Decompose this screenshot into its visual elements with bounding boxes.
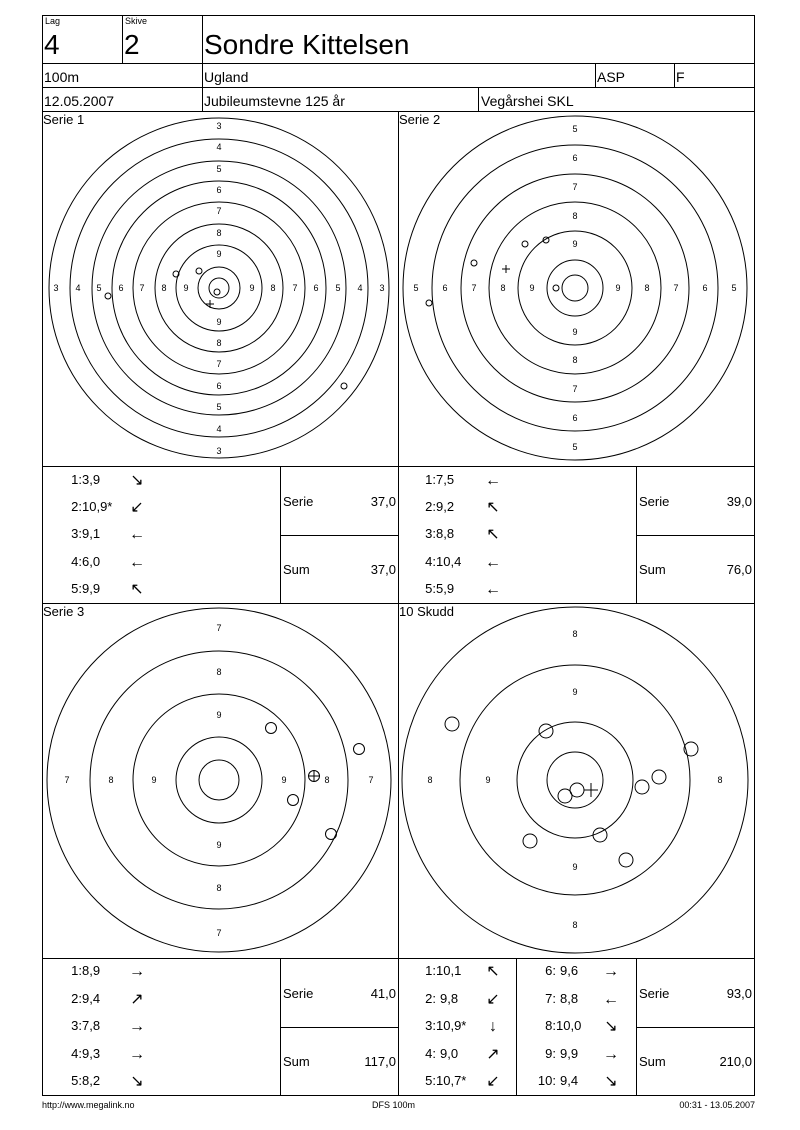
lbl-b3: 6 — [216, 381, 222, 391]
ring-10 — [176, 737, 262, 823]
lbl-r4: 5 — [731, 283, 737, 293]
res2-hline — [636, 535, 755, 536]
lbl-t5: 8 — [216, 228, 222, 238]
lbl-l4: 7 — [139, 283, 145, 293]
ring-8 — [155, 224, 283, 352]
shot-hole — [635, 780, 649, 794]
sum-value: 117,0 — [364, 1054, 396, 1069]
shot-hole — [354, 744, 365, 755]
event: Jubileumstevne 125 år — [204, 93, 345, 109]
lbl-b2: 7 — [216, 928, 222, 938]
lbl-b0: 9 — [572, 862, 578, 872]
lbl-t3: 6 — [216, 185, 222, 195]
serie-value: 41,0 — [370, 986, 396, 1001]
lbl-b2: 7 — [216, 359, 222, 369]
shot-arrow: ↙ — [130, 499, 144, 516]
shot-hole — [652, 770, 666, 784]
class: ASP — [597, 69, 626, 85]
lbl-l1: 4 — [75, 283, 81, 293]
shot-arrow: → — [129, 963, 145, 980]
lbl-r0: 9 — [281, 775, 287, 785]
lbl-t1: 8 — [216, 667, 222, 677]
shot-arrow: ← — [603, 991, 619, 1008]
sum-value: 76,0 — [726, 562, 752, 577]
shot-arrow: ↖ — [486, 499, 500, 516]
lbl-t1: 6 — [572, 153, 578, 163]
shot-row: 3:8,8 — [425, 526, 455, 541]
sum-label: Sum — [639, 562, 666, 577]
shot-hole — [523, 834, 537, 848]
header-vline-organizer — [478, 87, 479, 111]
shot-hole — [196, 268, 202, 274]
header-vline-asp — [595, 63, 596, 87]
ring-8 — [489, 202, 661, 374]
ring-9 — [460, 665, 690, 895]
center-cross — [502, 265, 510, 273]
lbl-b1: 8 — [572, 355, 578, 365]
ring-8 — [90, 651, 348, 909]
serie-label: Serie — [639, 494, 670, 509]
shot-arrow: ↗ — [130, 991, 144, 1008]
lbl-r4: 5 — [335, 283, 341, 293]
shot-row: 4:10,4 — [425, 554, 462, 569]
lbl-t4: 9 — [572, 239, 578, 249]
shot-arrow: ↓ — [489, 1018, 497, 1035]
footer-url[interactable]: http://www.megalink.no — [42, 1100, 135, 1110]
shot-arrow: ← — [485, 472, 501, 489]
shot-row: 4: 9,0 — [425, 1046, 459, 1061]
lbl-b6: 3 — [216, 446, 222, 456]
shot-row: 6: 9,6 — [545, 963, 579, 978]
lag-value: 4 — [44, 29, 60, 60]
lbl-t0: 8 — [572, 629, 578, 639]
center-cross — [584, 783, 598, 797]
lbl-l0: 7 — [64, 775, 70, 785]
shot-arrow: ← — [485, 554, 501, 571]
shot-hole — [471, 260, 477, 266]
lbl-t0: 5 — [572, 124, 578, 134]
shot-row: 3:10,9* — [425, 1018, 467, 1033]
shot-row: 8:10,0 — [545, 1018, 582, 1033]
lbl-t2: 9 — [216, 710, 222, 720]
shot-hole — [445, 717, 459, 731]
lbl-b0: 9 — [216, 317, 222, 327]
serie-value: 37,0 — [370, 494, 396, 509]
lbl-r0: 9 — [615, 283, 621, 293]
serie-label: Serie — [639, 986, 670, 1001]
ring-10 — [198, 267, 240, 309]
shot-arrow: → — [603, 1046, 619, 1063]
shot-arrow: ↙ — [486, 991, 500, 1008]
skive-value: 2 — [124, 29, 140, 60]
shot-arrow: ← — [485, 581, 501, 598]
shot-row: 2:9,2 — [425, 499, 455, 514]
serie-value: 93,0 — [726, 986, 752, 1001]
ring-5 — [403, 116, 747, 460]
lbl-r5: 4 — [357, 283, 363, 293]
sum-label: Sum — [283, 1054, 310, 1069]
shot-arrow: → — [129, 1046, 145, 1063]
shot-row: 10: 9,4 — [537, 1073, 579, 1088]
lbl-l1: 9 — [485, 775, 491, 785]
shot-row: 1:10,1 — [425, 963, 462, 978]
shot-hole — [266, 723, 277, 734]
organizer: Vegårshei SKL — [481, 93, 574, 109]
shot-row: 2:9,4 — [71, 991, 101, 1006]
shot-row: 1:7,5 — [425, 472, 455, 487]
lbl-b1: 8 — [216, 883, 222, 893]
lbl-l0: 8 — [427, 775, 433, 785]
footer-timestamp: 00:31 - 13.05.2007 — [679, 1100, 755, 1110]
shot-hole — [214, 289, 220, 295]
shot-row: 2: 9,8 — [425, 991, 459, 1006]
lbl-l1: 6 — [442, 283, 448, 293]
header-vline-f — [674, 63, 675, 87]
lbl-l5: 8 — [161, 283, 167, 293]
lbl-t2: 7 — [572, 182, 578, 192]
lbl-l6: 9 — [183, 283, 189, 293]
lbl-b4: 5 — [216, 402, 222, 412]
lbl-l3: 6 — [118, 283, 124, 293]
club: Ugland — [204, 69, 249, 85]
shot-row: 4:9,3 — [71, 1046, 101, 1061]
shot-row: 1:8,9 — [71, 963, 101, 978]
center-cross — [309, 771, 319, 781]
shot-row: 5:10,7* — [425, 1073, 467, 1088]
ring-10 — [517, 722, 633, 838]
lbl-b1: 8 — [216, 338, 222, 348]
serie-value: 39,0 — [726, 494, 752, 509]
ring-10 — [547, 260, 603, 316]
ring-inner — [199, 760, 239, 800]
shot-arrow: → — [129, 1018, 145, 1035]
lbl-r2: 7 — [292, 283, 298, 293]
header-divider-2 — [42, 87, 755, 88]
ring-7 — [461, 174, 689, 402]
lbl-l3: 8 — [500, 283, 506, 293]
lbl-r0: 9 — [249, 283, 255, 293]
shot-hole — [426, 300, 432, 306]
ring-7 — [47, 608, 391, 952]
lbl-t2: 5 — [216, 164, 222, 174]
center-cross — [206, 300, 214, 308]
shot-row: 1:3,9 — [71, 472, 101, 487]
shot-hole — [558, 789, 572, 803]
shot-row: 2:10,9* — [71, 499, 113, 514]
lbl-t6: 9 — [216, 249, 222, 259]
shot-arrow: ← — [129, 526, 145, 543]
serie1-title: Serie 1 — [43, 112, 85, 127]
serie3-title: Serie 3 — [43, 604, 85, 619]
lbl-r3: 6 — [313, 283, 319, 293]
shot-row: 9: 9,9 — [545, 1046, 579, 1061]
shooter-name: Sondre Kittelsen — [204, 29, 410, 60]
lbl-t0: 3 — [216, 121, 222, 131]
target-total — [399, 604, 753, 958]
shot-hole — [539, 724, 553, 738]
serie-label: Serie — [283, 494, 314, 509]
lbl-r1: 8 — [644, 283, 650, 293]
sum-value: 37,0 — [370, 562, 396, 577]
header-divider-1 — [42, 63, 755, 64]
lbl-r2: 7 — [368, 775, 374, 785]
serie2-title: Serie 2 — [399, 112, 441, 127]
lbl-t1: 9 — [572, 687, 578, 697]
lbl-b2: 7 — [572, 384, 578, 394]
field: F — [676, 69, 685, 85]
shot-arrow: ↖ — [486, 526, 500, 543]
ring-inner — [562, 275, 588, 301]
total-title: 10 Skudd — [399, 604, 454, 619]
shot-row: 7: 8,8 — [545, 991, 579, 1006]
lbl-b3: 6 — [572, 413, 578, 423]
lbl-t1: 4 — [216, 142, 222, 152]
header-vline-lag — [122, 15, 123, 63]
lbl-l1: 8 — [108, 775, 114, 785]
target-serie1 — [43, 112, 397, 466]
skive-label: Skive — [125, 16, 148, 26]
serie-label: Serie — [283, 986, 314, 1001]
shot-arrow: ↖ — [130, 581, 144, 598]
lbl-r3: 6 — [702, 283, 708, 293]
lbl-r6: 3 — [379, 283, 385, 293]
lbl-r0: 8 — [717, 775, 723, 785]
res4-vline-mid — [516, 958, 517, 1096]
ring-5 — [92, 161, 346, 415]
lbl-l4: 9 — [529, 283, 535, 293]
shot-hole — [105, 293, 111, 299]
shot-row: 3:9,1 — [71, 526, 101, 541]
ring-4 — [70, 139, 368, 437]
shot-arrow: ← — [129, 554, 145, 571]
lbl-t3: 8 — [572, 211, 578, 221]
footer-program: DFS 100m — [372, 1100, 416, 1110]
lbl-b0: 9 — [572, 327, 578, 337]
shot-row: 5:5,9 — [425, 581, 455, 596]
shot-hole — [341, 383, 347, 389]
sum-label: Sum — [639, 1054, 666, 1069]
shot-row: 3:7,8 — [71, 1018, 101, 1033]
distance: 100m — [44, 69, 80, 85]
lbl-t4: 7 — [216, 206, 222, 216]
shot-row: 5:8,2 — [71, 1073, 101, 1088]
target-row1-bottom — [42, 466, 755, 467]
shot-arrow: ↖ — [486, 963, 500, 980]
lbl-r2: 7 — [673, 283, 679, 293]
shot-arrow: ↘ — [604, 1073, 618, 1090]
lbl-l0: 5 — [413, 283, 419, 293]
sum-value: 210,0 — [719, 1054, 752, 1069]
lbl-l2: 9 — [151, 775, 157, 785]
shot-hole — [619, 853, 633, 867]
lbl-b1: 8 — [572, 920, 578, 930]
ring-inner — [547, 752, 603, 808]
shot-row: 5:9,9 — [71, 581, 101, 596]
target-serie2 — [399, 112, 753, 466]
target-row2-bottom — [42, 958, 755, 959]
shot-hole — [522, 241, 528, 247]
lbl-b4: 5 — [572, 442, 578, 452]
ring-8 — [402, 607, 748, 953]
lbl-l2: 5 — [96, 283, 102, 293]
shot-arrow: → — [603, 963, 619, 980]
lbl-b5: 4 — [216, 424, 222, 434]
shot-hole — [553, 285, 559, 291]
lbl-t0: 7 — [216, 623, 222, 633]
res4-hline — [636, 1027, 755, 1028]
lbl-r1: 8 — [324, 775, 330, 785]
shot-arrow: ↙ — [486, 1073, 500, 1090]
sum-label: Sum — [283, 562, 310, 577]
shot-arrow: ↘ — [130, 1073, 144, 1090]
date: 12.05.2007 — [44, 93, 115, 109]
target-serie3 — [43, 604, 397, 958]
res3-hline — [280, 1027, 398, 1028]
shot-arrow: ↗ — [486, 1046, 500, 1063]
shot-hole — [288, 795, 299, 806]
lbl-l2: 7 — [471, 283, 477, 293]
shot-arrow: ↘ — [130, 472, 144, 489]
shot-hole — [326, 829, 337, 840]
shot-arrow: ↘ — [604, 1018, 618, 1035]
lbl-l0: 3 — [53, 283, 59, 293]
ring-inner — [209, 278, 229, 298]
lbl-r1: 8 — [270, 283, 276, 293]
shot-hole — [593, 828, 607, 842]
header-vline-skive — [202, 15, 203, 111]
lag-label: Lag — [45, 16, 61, 26]
lbl-b0: 9 — [216, 840, 222, 850]
res1-hline — [280, 535, 398, 536]
shot-row: 4:6,0 — [71, 554, 101, 569]
